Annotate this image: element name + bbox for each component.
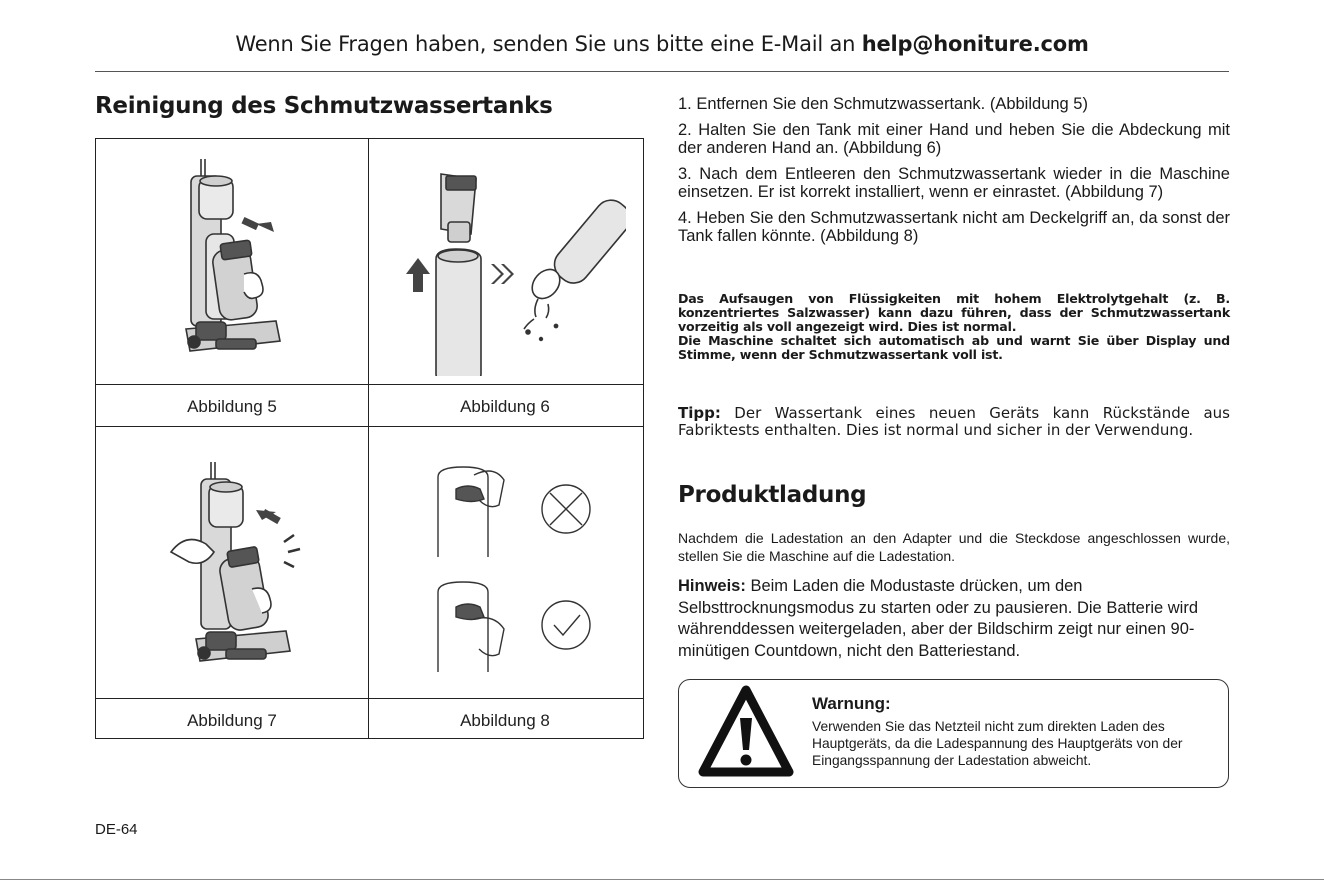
hint-label: Hinweis: [678, 577, 746, 595]
figure-8-illustration [426, 457, 616, 687]
wrong-icon [542, 485, 590, 533]
tip-label: Tipp: [678, 404, 721, 422]
table-divider [96, 426, 643, 427]
figure-5-illustration [156, 154, 316, 376]
step-item: 1. Entfernen Sie den Schmutzwassertank. (Abbildung 5) [678, 95, 1088, 113]
figure-6-caption: Abbildung 6 [460, 397, 550, 416]
figure-7-caption: Abbildung 7 [187, 711, 277, 730]
table-divider [368, 139, 369, 738]
figure-5-caption: Abbildung 5 [187, 397, 277, 416]
step-item: 4. Heben Sie den Schmutzwassertank nicht am Deckelgriff an, da sonst der Tank fallen könnte. (Abbildung 8) [678, 209, 1230, 245]
tip-block [678, 405, 1230, 439]
figure-6-illustration [396, 154, 626, 376]
figure-7-illustration [166, 457, 326, 687]
support-email: help@honiture.com [861, 32, 1089, 56]
note-line: Das Aufsaugen von Flüssigkeiten mit hohem Elektrolytgehalt (z. B. konzentriertes Salzwasser) kann dazu führen, dass der Schmutzwassertank vorzeitig als voll angezeigt wird. Dies ist normal. [678, 291, 1230, 334]
header-divider [95, 71, 1229, 72]
page-number: DE-64 [95, 821, 138, 838]
figure-table [95, 138, 644, 739]
step-item: 2. Halten Sie den Tank mit einer Hand und heben Sie die Abdeckung mit der anderen Hand an. (Abbildung 6) [678, 121, 1230, 157]
warning-icon [697, 684, 795, 780]
warning-text: Verwenden Sie das Netzteil nicht zum direkten Laden des Hauptgeräts, da die Ladespannung des Hauptgeräts von der Eingangsspannung der Ladestation abweicht. [812, 719, 1183, 768]
tip-text: Der Wassertank eines neuen Geräts kann Rückstände aus Fabriktests enthalten. Dies ist normal und sicher in der Verwendung. [678, 404, 1230, 439]
charging-intro: Nachdem die Ladestation an den Adapter und die Steckdose angeschlossen wurde, stellen Sie die Maschine auf die Ladestation. [678, 530, 1230, 564]
warning-title: Warnung: [812, 694, 891, 713]
electrolyte-note [678, 292, 1230, 362]
charging-hint [678, 576, 1230, 662]
table-divider [96, 384, 643, 385]
note-line: Die Maschine schaltet sich automatisch ab und warnt Sie über Display und Stimme, wenn der Schmutzwassertank voll ist. [678, 333, 1230, 362]
cleaning-section-title: Reinigung des Schmutzwassertanks [95, 93, 553, 119]
table-divider [96, 698, 643, 699]
bottom-divider [0, 879, 1324, 880]
figure-8-caption: Abbildung 8 [460, 711, 550, 730]
check-icon [542, 601, 590, 649]
page-header [95, 32, 1229, 56]
step-item: 3. Nach dem Entleeren den Schmutzwassertank wieder in die Maschine einsetzen. Er ist korrekt installiert, wenn er einrastet. (Abbildung 7) [678, 165, 1230, 201]
header-text: Wenn Sie Fragen haben, senden Sie uns bitte eine E-Mail an [235, 32, 862, 56]
charging-section-title: Produktladung [678, 482, 867, 508]
hint-text: Beim Laden die Modustaste drücken, um den Selbsttrocknungsmodus zu starten oder zu pausieren. Die Batterie wird währenddessen weitergeladen, aber der Bildschirm zeigt nur einen 90-minütigen Countdown, nicht den Batteriestand. [678, 577, 1199, 660]
cleaning-steps [678, 95, 1230, 253]
